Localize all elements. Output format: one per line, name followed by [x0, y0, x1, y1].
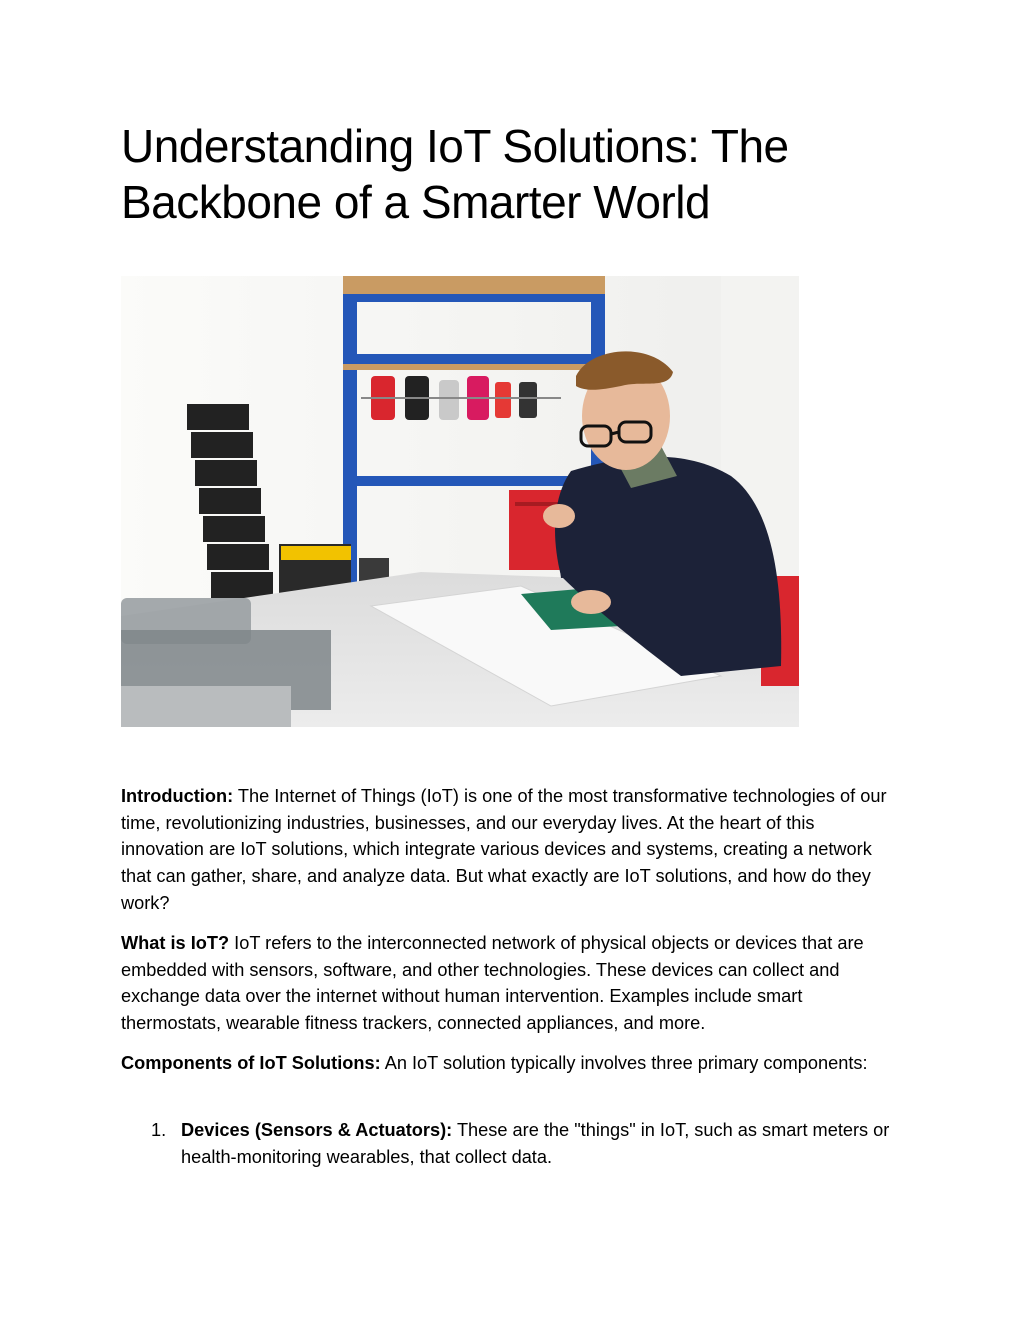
- page-title: Understanding IoT Solutions: The Backbone of a Smarter World: [121, 120, 789, 228]
- photo-man-at-electronics-workbench: [121, 276, 799, 727]
- list-item-label: Devices (Sensors & Actuators):: [181, 1120, 453, 1140]
- components-list: [121, 1117, 901, 1170]
- list-item-text: These are the "things" in IoT, such as smart meters or health-monitoring wearables, that collect data.: [181, 1120, 890, 1167]
- intro-paragraph: [121, 783, 901, 917]
- list-item-number: 1.: [151, 1120, 167, 1140]
- components-text: An IoT solution typically involves three primary components:: [380, 1053, 868, 1073]
- what-is-iot-label: What is IoT?: [121, 933, 230, 953]
- intro-text: The Internet of Things (IoT) is one of the most transformative technologies of our time, revolutionizing industries, businesses, and our everyday lives. At the heart of this innovation are IoT solutions, which integrate various devices and systems, creating a network that can gather, share, and analyze data. But what exactly are IoT solutions, and how do they work?: [121, 786, 887, 913]
- list-item: [121, 1117, 901, 1170]
- what-is-iot-text: IoT refers to the interconnected network of physical objects or devices that are embedded with sensors, software, and other technologies. These devices can collect and exchange data over the internet without human intervention. Examples include smart thermostats, wearable fitness trackers, connected appliances, and more.: [121, 933, 864, 1034]
- components-label: Components of IoT Solutions:: [121, 1053, 381, 1073]
- intro-label: Introduction:: [121, 786, 234, 806]
- components-paragraph: [121, 1050, 901, 1077]
- what-is-iot-paragraph: [121, 930, 901, 1037]
